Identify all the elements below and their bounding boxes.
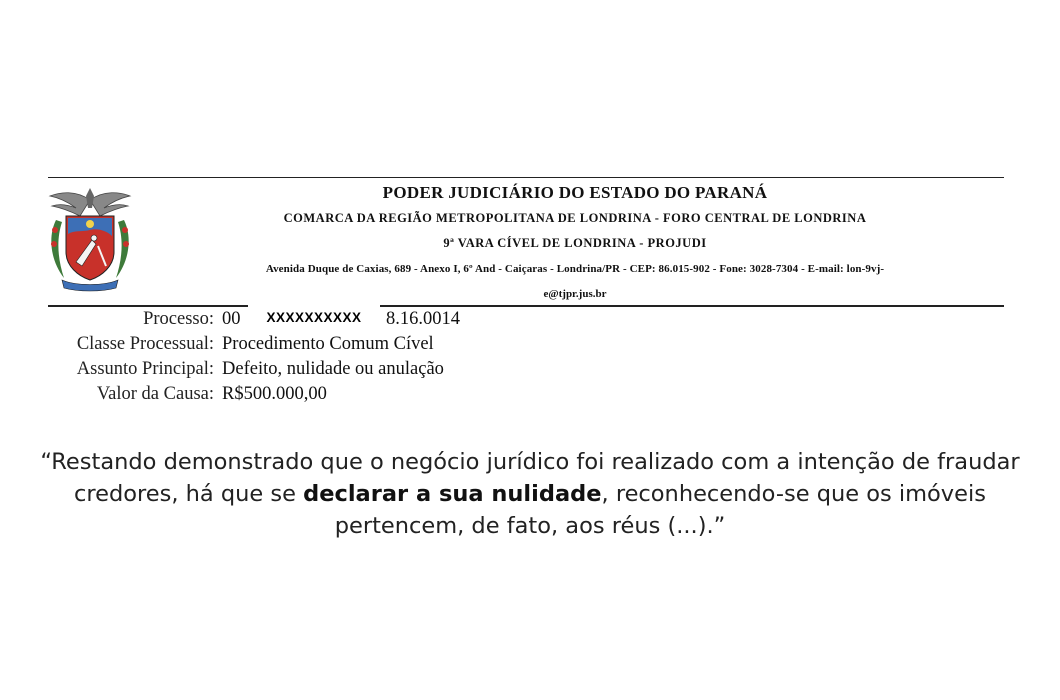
header-bottom-rule	[48, 305, 1004, 307]
field-value-prefix: 00	[222, 309, 241, 329]
field-label: Processo:	[143, 309, 214, 329]
field-label: Valor da Causa:	[96, 384, 214, 404]
header-district: COMARCA DA REGIÃO METROPOLITANA DE LONDRINA - FORO CENTRAL DE LONDRINA	[283, 211, 867, 225]
redacted-process-number: XXXXXXXXXX	[248, 305, 380, 331]
header-court-division: 9ª VARA CÍVEL DE LONDRINA - PROJUDI	[443, 236, 707, 250]
header-address: Avenida Duque de Caxias, 689 - Anexo I, 6º And - Caiçaras - Londrina/PR - CEP: 86.015-902 - Fone: 3028-7304 - E-mail: lon-9vj-	[265, 263, 885, 275]
quoted-excerpt	[20, 446, 1040, 542]
quote-emphasis: declarar a sua nulidade	[303, 481, 602, 507]
parana-coat-of-arms-icon	[46, 186, 134, 292]
field-value: Defeito, nulidade ou anulação	[222, 359, 444, 379]
field-value-suffix: 8.16.0014	[386, 309, 460, 329]
field-value: Procedimento Comum Cível	[222, 334, 434, 354]
header-top-rule	[48, 177, 1004, 178]
header-court-name: PODER JUDICIÁRIO DO ESTADO DO PARANÁ	[382, 183, 768, 202]
header-email: e@tjpr.jus.br	[543, 288, 607, 300]
field-label: Assunto Principal:	[76, 359, 214, 379]
quote-text-end: , reconhecendo-se que os imóveis pertencem, de fato, aos réus (...).”	[334, 481, 986, 539]
field-label: Classe Processual:	[76, 334, 214, 354]
quote-text-start: “Restando demonstrado que o negócio jurídico foi realizado com a intenção de fraudar credores, há que se	[40, 449, 1020, 507]
field-value: R$500.000,00	[222, 384, 327, 404]
